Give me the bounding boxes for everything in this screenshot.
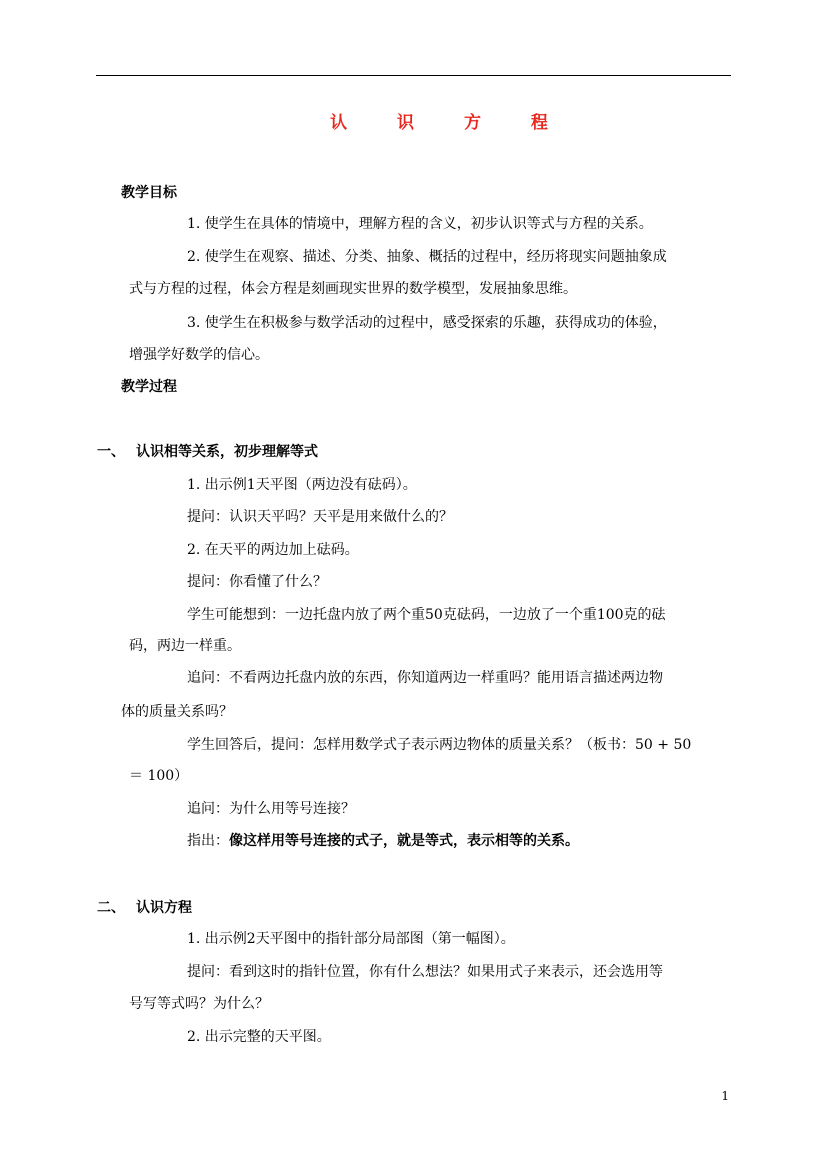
document-title: 认 识 方 程: [330, 113, 570, 133]
section-1-point: [187, 831, 579, 851]
header-rule: [96, 75, 731, 76]
goal-line: 增强学好数学的信心。: [129, 347, 269, 363]
section-1-line: 追问：为什么用等号连接？: [187, 801, 355, 817]
goal-line: 式与方程的过程，体会方程是刻画现实世界的数学模型，发展抽象思维。: [129, 281, 577, 297]
section-1-line: 体的质量关系吗？: [121, 704, 233, 720]
section-1-line: 提问：认识天平吗？天平是用来做什么的？: [187, 509, 453, 525]
section-2-line: 2. 出示完整的天平图。: [187, 1029, 331, 1045]
process-heading: 教学过程: [121, 379, 177, 395]
section-1-number: 一、: [97, 444, 125, 460]
section-2-line: 号写等式吗？为什么？: [129, 996, 269, 1012]
section-1-line: ＝ 100）: [129, 768, 189, 784]
section-2-number: 二、: [97, 900, 125, 916]
section-1-line: 1. 出示例1天平图（两边没有砝码）。: [187, 477, 417, 493]
section-1-line: 提问：你看懂了什么？: [187, 574, 327, 590]
section-2-line: 1. 出示例2天平图中的指针部分局部图（第一幅图）。: [187, 931, 515, 947]
goal-line: 1. 使学生在具体的情境中，理解方程的含义，初步认识等式与方程的关系。: [187, 216, 653, 232]
point-statement: 像这样用等号连接的式子，就是等式，表示相等的关系。: [229, 833, 579, 849]
page-number: 1: [721, 1089, 729, 1103]
point-prefix: 指出：: [187, 833, 229, 849]
section-1-line: 2. 在天平的两边加上砝码。: [187, 542, 359, 558]
goal-line: 2. 使学生在观察、描述、分类、抽象、概括的过程中，经历将现实问题抽象成: [187, 249, 667, 265]
section-2-line: 提问：看到这时的指针位置，你有什么想法？如果用式子来表示，还会选用等: [187, 964, 663, 980]
section-2-heading: 认识方程: [136, 900, 192, 916]
section-1-line: 学生回答后，提问：怎样用数学式子表示两边物体的质量关系？（板书：50 + 50: [187, 737, 692, 753]
section-1-heading: 认识相等关系，初步理解等式: [136, 444, 318, 460]
section-1-line: 追问：不看两边托盘内放的东西，你知道两边一样重吗？能用语言描述两边物: [187, 670, 663, 686]
section-1-line: 学生可能想到：一边托盘内放了两个重50克砝码，一边放了一个重100克的砝: [187, 607, 666, 623]
goals-heading: 教学目标: [121, 185, 177, 201]
section-1-line: 码，两边一样重。: [129, 638, 241, 654]
goal-line: 3. 使学生在积极参与数学活动的过程中，感受探索的乐趣，获得成功的体验，: [187, 315, 667, 331]
